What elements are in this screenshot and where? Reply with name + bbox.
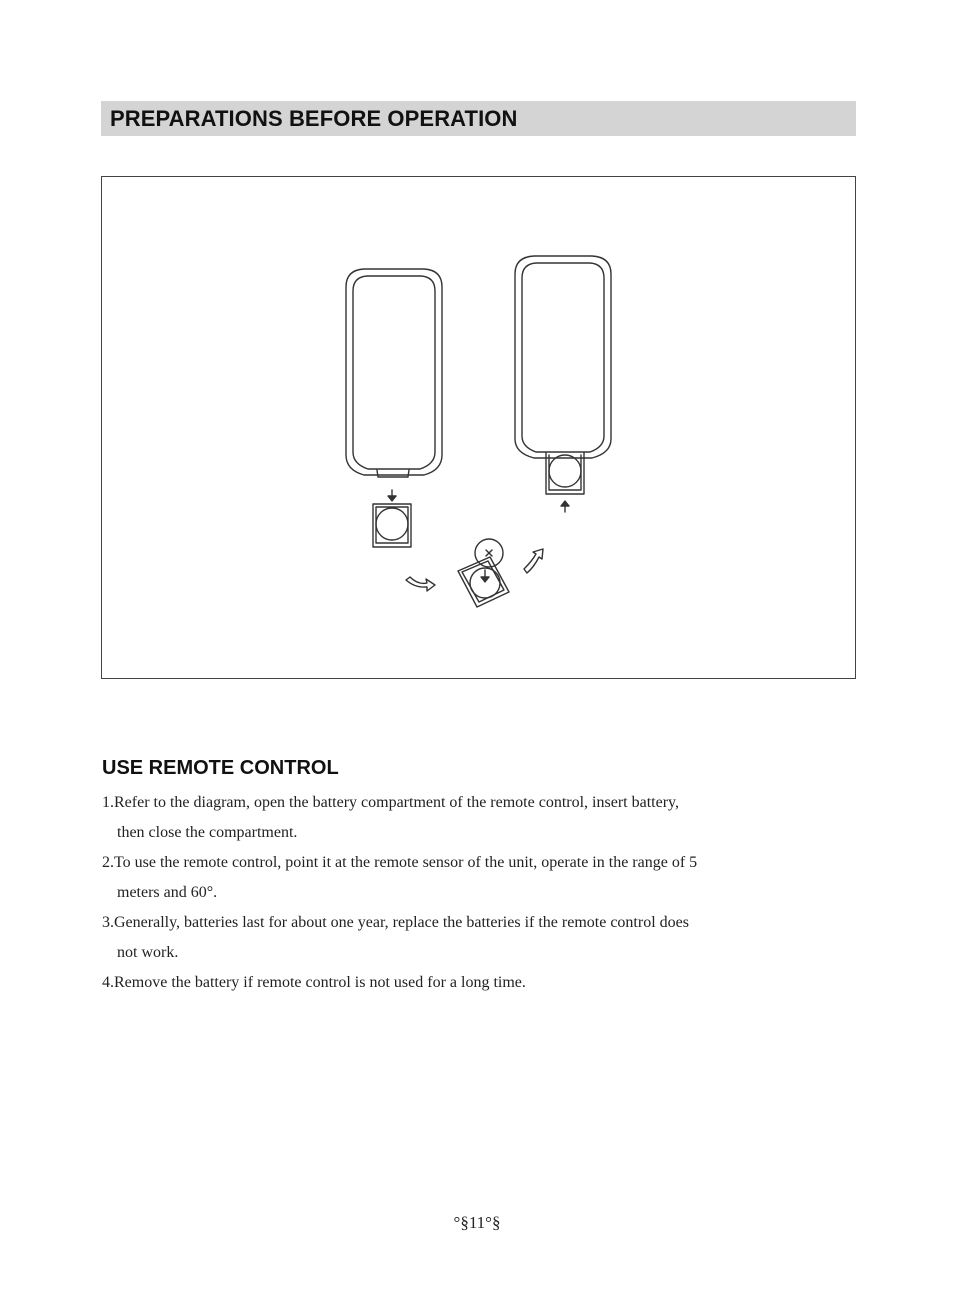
curved-arrow-icon [406,577,435,591]
battery-icon [373,504,411,547]
instruction-item: 3.Generally, batteries last for about one year, replace the batteries if the remote control does not work. [102,914,689,961]
battery-icon [458,539,509,607]
curved-arrow-icon [524,549,543,573]
arrow-down-icon [388,490,396,501]
instruction-item: 1.Refer to the diagram, open the battery compartment of the remote control, insert battery, then close the compartment. [102,794,679,841]
battery-diagram [102,177,855,678]
instruction-list [102,788,702,998]
battery-diagram-frame [101,176,856,679]
instruction-item: 2.To use the remote control, point it at the remote sensor of the unit, operate in the range of 5 meters and 60°. [102,854,698,901]
arrow-up-icon [561,501,569,512]
section-title: USE REMOTE CONTROL [102,757,339,779]
remote-control-icon [346,269,442,477]
page-number: °§11°§ [453,1213,501,1232]
remote-control-icon [515,256,611,494]
section-header-bar [101,101,856,136]
instruction-item: 4.Remove the battery if remote control is not used for a long time. [102,974,526,991]
page-title: PREPARATIONS BEFORE OPERATION [110,106,518,131]
